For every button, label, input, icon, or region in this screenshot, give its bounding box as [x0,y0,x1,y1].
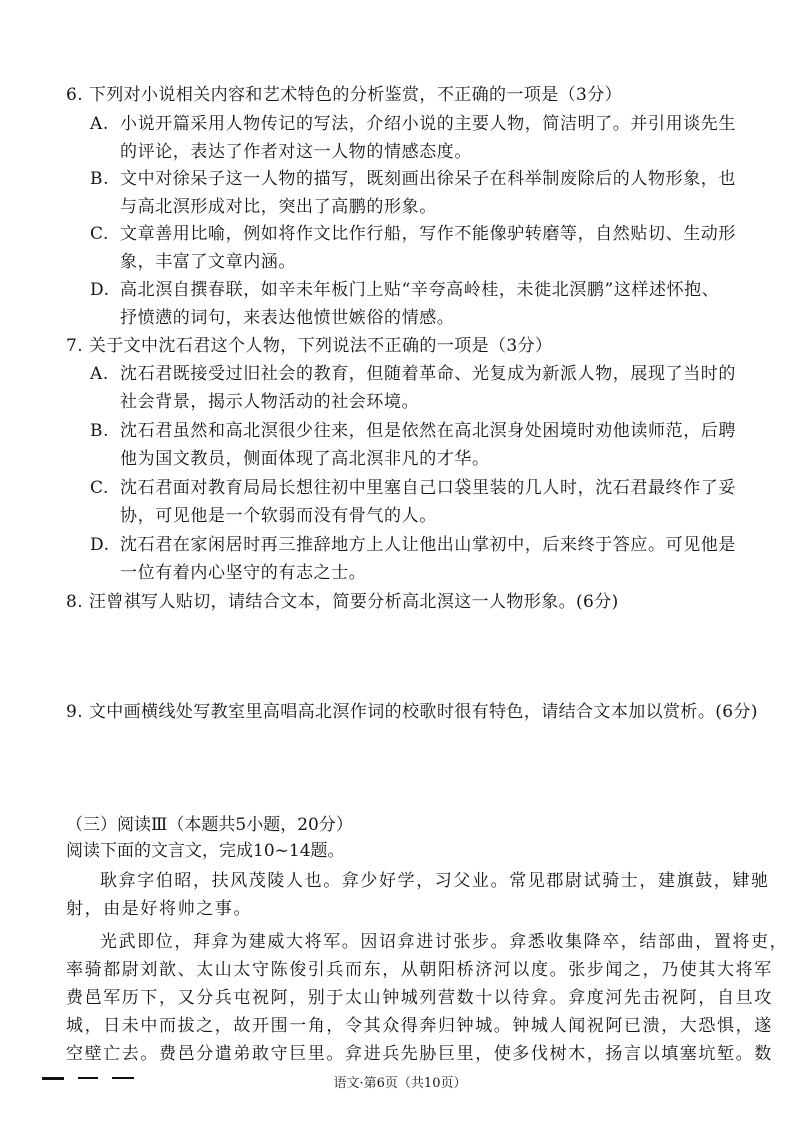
question-6-option-a-cont: 的评论，表达了作者对这一人物的情感态度。 [120,142,472,162]
question-6-stem: 6. 下列对小说相关内容和艺术特色的分析鉴赏，不正确的一项是（3分） [66,85,623,105]
question-6-option-d-cont: 抒愤懑的词句，来表达他愤世嫉俗的情感。 [120,308,455,328]
question-9-stem: 9. 文中画横线处写教室里高唱高北溟作词的校歌时很有特色，请结合文本加以赏析。(6分) [66,702,758,722]
question-6-option-c-cont: 象，丰富了文章内涵。 [120,252,296,272]
question-7-option-d [90,530,736,555]
question-6-option-c [90,219,736,244]
question-6-option-d [90,275,719,300]
option-label: B. [90,421,110,441]
question-7-option-d-cont: 一位有着内心坚守的有志之士。 [120,563,367,583]
question-8-stem: 8. 汪曾祺写人贴切，请结合文本，简要分析高北溟这一人物形象。(6分) [66,592,619,612]
option-text: 沈石君虽然和高北溟很少往来，但是依然在高北溟身处困境时劝他读师范，后聘 [120,421,736,441]
option-label: A. [90,114,109,134]
option-text: 沈石君面对教育局局长想往初中里塞自己口袋里装的几人时，沈石君最终作了妥 [120,478,736,498]
passage-line: 城，日未中而拔之，故开围一角，令其众得奔归钟城。钟城人闻祝阿已溃，大恐惧，遂 [66,1016,773,1036]
option-text: 高北溟自撰春联，如辛未年板门上贴“辛夸高岭桂，未徙北溟鹏”这样述怀抱、 [120,280,720,300]
option-text: 文章善用比喻，例如将作文比作行船，写作不能像驴转磨等，自然贴切、生动形 [120,224,736,244]
question-7-option-b [90,416,736,441]
option-label: D. [90,280,110,300]
passage-line: 空壁亡去。费邑分遣弟敢守巨里。弇进兵先胁巨里，使多伐树木，扬言以填塞坑堑。数 [66,1044,773,1064]
question-7-option-c-cont: 协，可见他是一个软弱而没有骨气的人。 [120,506,437,526]
option-label: C. [90,224,110,244]
option-text: 沈石君在家闲居时再三推辞地方上人让他出山掌初中，后来终于答应。可见他是 [120,535,736,555]
question-7-option-c [90,473,736,498]
option-label: C. [90,478,110,498]
question-6-option-b-cont: 与高北溟形成对比，突出了高鹏的形象。 [120,197,437,217]
passage-line: 射，由是好将帅之事。 [66,899,252,919]
question-6-option-b [90,164,736,189]
section-instruction: 阅读下面的文言文，完成10~14题。 [66,841,345,861]
option-label: A. [90,364,109,384]
option-text: 小说开篇采用人物传记的写法，介绍小说的主要人物，简洁明了。并引用谈先生 [120,114,736,134]
passage-line: 耿弇字伯昭，扶风茂陵人也。弇少好学，习父业。常见郡尉试骑士，建旗鼓，肄驰 [100,871,770,891]
passage-line: 费邑军历下，又分兵屯祝阿，别于太山钟城列营数十以待弇。弇度河先击祝阿，自旦攻 [66,988,773,1008]
section-title: （三）阅读Ⅲ（本题共5小题，20分） [66,815,353,835]
question-7-option-a-cont: 社会背景，揭示人物活动的社会环境。 [120,392,420,412]
option-text: 文中对徐呆子这一人物的描写，既刻画出徐呆子在科举制废除后的人物形象，也 [120,169,736,189]
passage-line: 光武即位，拜弇为建威大将军。因诏弇进讨张步。弇悉收集降卒，结部曲，置将吏， [100,932,789,952]
option-label: D. [90,535,110,555]
option-text: 沈石君既接受过旧社会的教育，但随着革命、光复成为新派人物，展现了当时的 [120,364,736,384]
question-7-stem: 7. 关于文中沈石君这个人物，下列说法不正确的一项是（3分） [66,336,553,356]
question-6-option-a [90,109,736,134]
question-7-option-b-cont: 他为国文教员，侧面体现了高北溟非凡的才华。 [120,449,490,469]
option-label: B. [90,169,110,189]
question-7-option-a [90,359,736,384]
page-footer: 语文·第6页（共10页） [333,1076,467,1091]
passage-line: 率骑都尉刘歆、太山太守陈俊引兵而东，从朝阳桥济河以度。张步闻之，乃使其大将军 [66,960,773,980]
